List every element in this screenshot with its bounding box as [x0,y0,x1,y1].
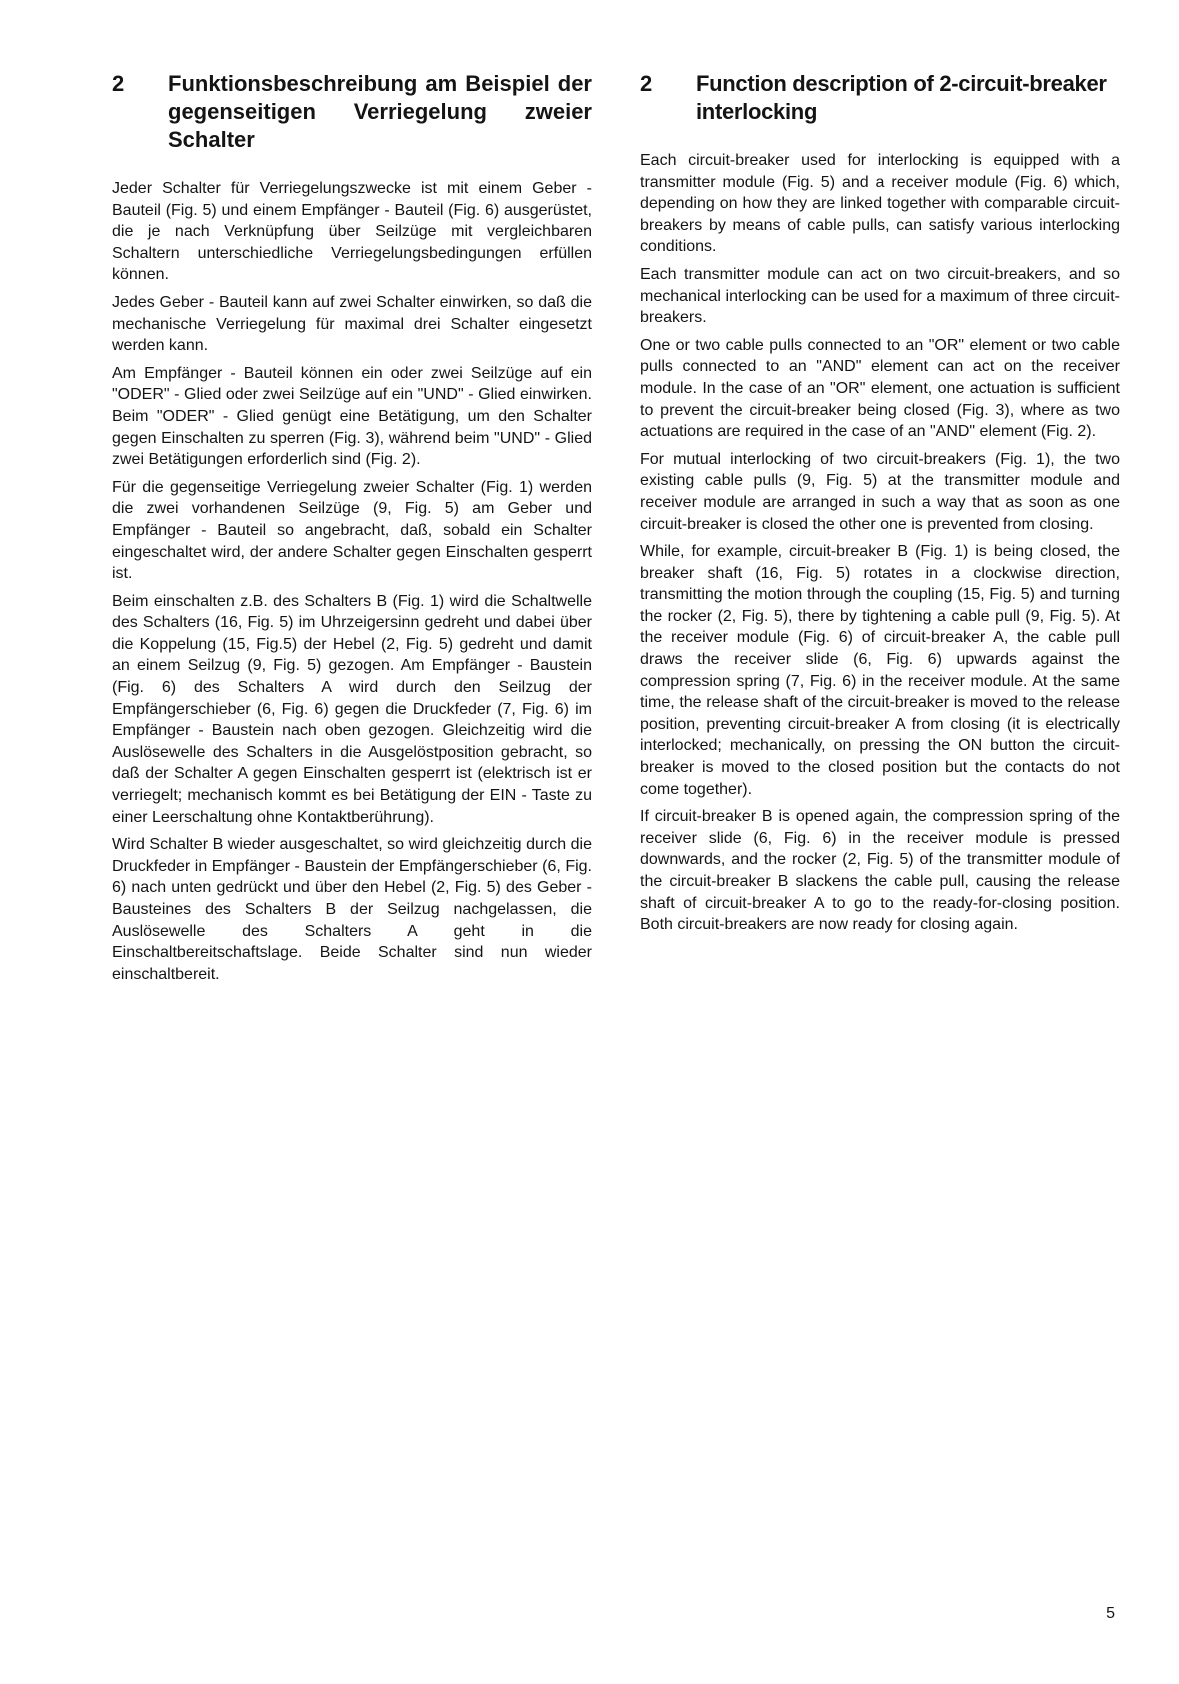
english-paragraph-1: Each circuit-breaker used for interlocking is equipped with a transmitter module (Fig. 5) and a receiver module (Fig. 6) which, depending on how they are linked together with comparable circuit-breakers by means of cable pulls, can satisfy various interlocking conditions. [640,152,1120,256]
german-paragraph-6: Wird Schalter B wieder ausgeschaltet, so wird gleichzeitig durch die Druckfeder in Empfänger - Baustein der Empfängerschieber (6, Fig. 6) nach unten gedrückt und über den Hebel (2, Fig. 5) des Geber - Bausteines des Schalters B der Seilzug nachgelassen, die Auslösewelle des Schalters A geht in die Einschaltbereitschaftslage. Beide Schalter sind nun wieder einschaltbereit. [112,836,592,983]
english-paragraph-3: One or two cable pulls connected to an "OR" element or two cable pulls connected to an "AND" element can act on the receiver module. In the case of an "OR" element, one actuation is sufficient to prevent the circuit-breaker being closed (Fig. 3), where as two actuations are required in the case of an "AND" element (Fig. 2). [640,336,1120,441]
german-section-title: Funktionsbeschreibung am Beispiel der gegenseitigen Verriegelung zweier Schalter [168,71,592,152]
page-number: 5 [1106,1605,1115,1622]
english-column [640,70,1120,942]
german-paragraph-3: Am Empfänger - Bauteil können ein oder zwei Seilzüge auf ein "ODER" - Glied oder zwei Seilzüge auf ein "UND" - Glied einwirken. Beim "ODER" - Glied genügt eine Betätigung, um den Schalter gegen Einschalten zu sperren (Fig. 3), während beim "UND" - Glied zwei Betätigungen erforderlich sind (Fig. 2). [112,364,592,469]
german-paragraph-4: Für die gegenseitige Verriegelung zweier Schalter (Fig. 1) werden die zwei vorhandenen Seilzüge (9, Fig. 5) am Geber und Empfänger - Bauteil so angebracht, daß, sobald ein Schalter eingeschaltet wird, der andere Schalter gegen Einschalten gesperrt ist. [112,478,592,583]
german-paragraph-5: Beim einschalten z.B. des Schalters B (Fig. 1) wird die Schaltwelle des Schalters (16, Fig. 5) im Uhrzeigersinn gedreht und dabei über die Koppelung (15, Fig.5) der Hebel (2, Fig. 5) gedreht und damit an einem Seilzug (9, Fig. 5) gezogen. Am Empfänger - Baustein (Fig. 6) des Schalters A wird durch den Seilzug der Empfängerschieber (6, Fig. 6) gegen die Druckfeder (7, Fig. 6) im Empfänger - Baustein nach oben gezogen. Gleichzeitig wird die Auslösewelle des Schalters in die Ausgelöstposition gebracht, so daß der Schalter A gegen Einschalten gesperrt ist (elektrisch ist er verriegelt; mechanisch kommt es bei Betätigung der EIN - Taste zu einer Leerschaltung ohne Kontaktberührung). [112,592,592,826]
english-section-title: Function description of 2-circuit-breaker interlocking [696,71,1107,124]
german-section-number: 2 [112,71,125,96]
english-section-heading [640,70,1120,126]
english-paragraph-2: Each transmitter module can act on two circuit-breakers, and so mechanical interlocking can be used for a maximum of three circuit-breakers. [640,265,1120,327]
english-paragraph-4: For mutual interlocking of two circuit-breakers (Fig. 1), the two existing cable pulls (9, Fig. 5) at the transmitter module and receiver module are arranged in such a way that as soon as one circuit-breaker is closed the other one is prevented from closing. [640,450,1120,533]
english-paragraph-6: If circuit-breaker B is opened again, the compression spring of the receiver slide (6, Fig. 6) in the receiver module is pressed downwards, and the rocker (2, Fig. 5) of the transmitter module of the circuit-breaker B slackens the cable pull, causing the release shaft of circuit-breaker A to go to the ready-for-closing position. Both circuit-breakers are now ready for closing again. [640,808,1120,934]
german-section-heading [112,70,592,154]
english-paragraph-5: While, for example, circuit-breaker B (Fig. 1) is being closed, the breaker shaft (16, Fig. 5) rotates in a clockwise direction, transmitting the motion through the coupling (15, Fig. 5) and turning the rocker (2, Fig. 5), there by tightening a cable pull (9, Fig. 5). At the receiver module (Fig. 6) of circuit-breaker A, the cable pull draws the receiver slide (6, Fig. 6) upwards against the compression spring (7, Fig. 6) in the receiver module. At the same time, the release shaft of the circuit-breaker is moved to the release position, preventing circuit-breaker A from closing (it is electrically interlocked; mechanically, on pressing the ON button the circuit-breaker is moved to the closed position but the contacts do not come together). [640,543,1120,798]
english-section-number: 2 [640,71,653,96]
german-paragraph-2: Jedes Geber - Bauteil kann auf zwei Schalter einwirken, so daß die mechanische Verriegelung für maximal drei Schalter eingesetzt werden kann. [112,293,592,355]
german-column [112,70,592,991]
german-paragraph-1: Jeder Schalter für Verriegelungszwecke ist mit einem Geber - Bauteil (Fig. 5) und einem Empfänger - Bauteil (Fig. 6) ausgerüstet, die je nach Verknüpfung über Seilzüge mit vergleichbaren Schaltern unterschiedliche Verriegelungsbedingungen erfüllen können. [112,180,592,284]
